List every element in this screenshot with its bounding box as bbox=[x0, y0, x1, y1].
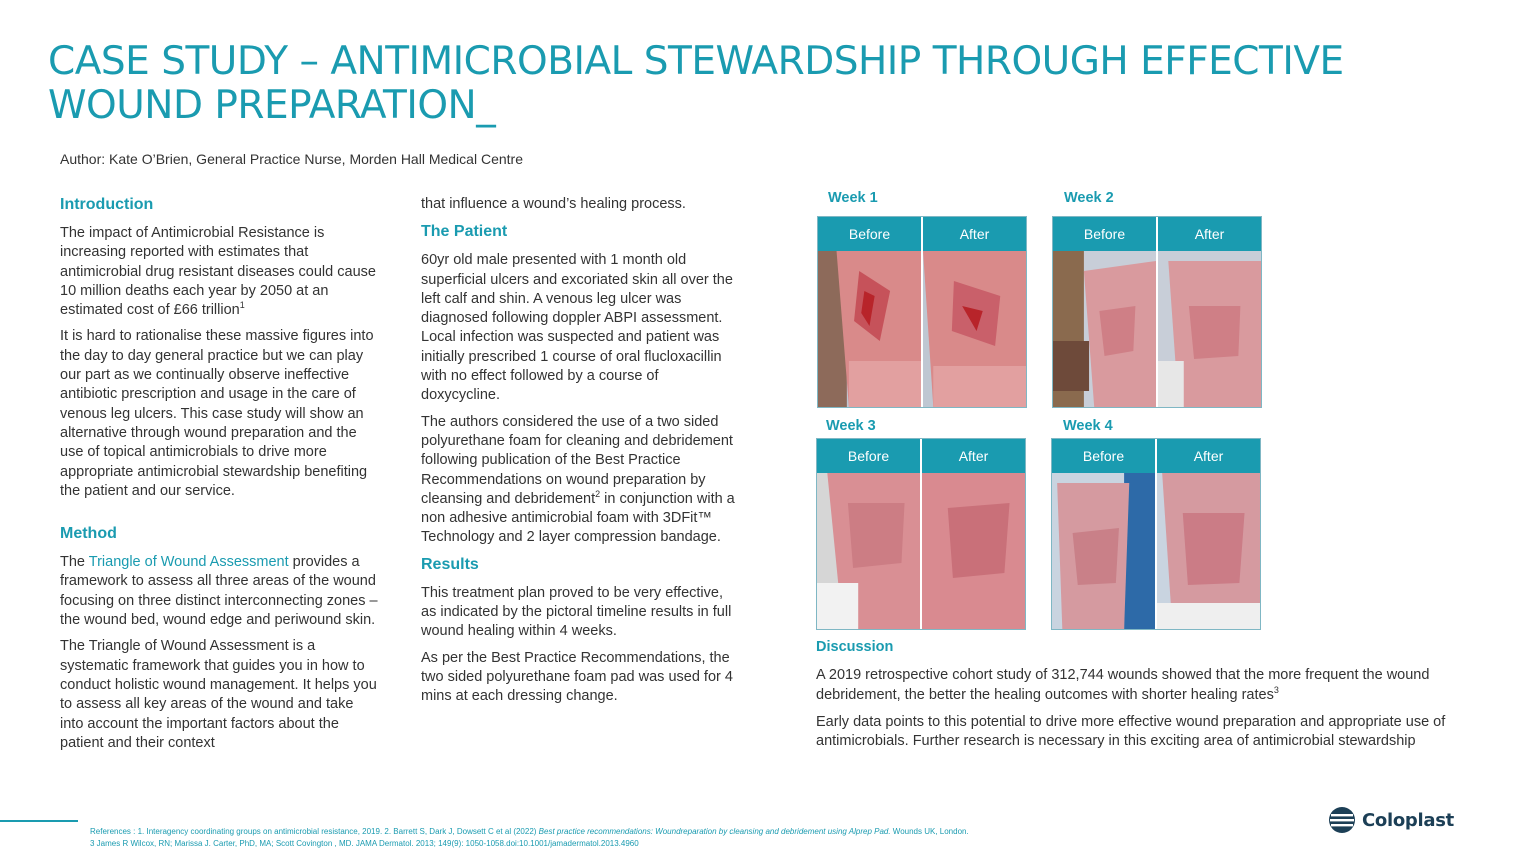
patient-paragraph-1: 60yr old male presented with 1 month old superficial ulcers and excoriated skin all over the left calf and shin. A venous leg ulcer was diagnosed following doppler ABPI assessment. Local infection was suspected and patient was initially prescribed 1 course of oral flucloxacillin with no effect followed by a course of doxycycline. bbox=[421, 252, 733, 404]
discussion-heading: Discussion bbox=[816, 639, 894, 655]
patient-paragraph-2 bbox=[421, 413, 741, 548]
patient-text-2b: in conjunction with a non adhesive antimicrobial foam with 3DFit™ Technology and 2 layer compression bandage. bbox=[421, 490, 735, 546]
week-4-after-photo bbox=[1155, 473, 1260, 629]
method-paragraph-1 bbox=[60, 553, 380, 630]
reference-marker-2: 2 bbox=[595, 489, 601, 500]
references bbox=[90, 826, 1210, 850]
patient-heading: The Patient bbox=[421, 223, 508, 241]
week-2-photos bbox=[1052, 216, 1262, 408]
week-2-before-photo bbox=[1053, 251, 1156, 407]
references-text-1b: Wounds UK, London. bbox=[890, 827, 969, 836]
method-continuation: that influence a wound’s healing process. bbox=[421, 196, 686, 212]
references-text-italic: Best practice recommendations: Woundreparation by cleansing and debridement using Alprep Pad. bbox=[538, 827, 891, 836]
triangle-assessment-link[interactable]: Triangle of Wound Assessment bbox=[88, 554, 289, 571]
method-heading: Method bbox=[60, 525, 117, 543]
week-3-photos bbox=[816, 438, 1026, 630]
coloplast-logo-icon bbox=[1328, 806, 1356, 834]
week-3-after-photo bbox=[920, 473, 1025, 629]
week-1-after-label: After bbox=[921, 217, 1026, 251]
week-4-before-photo bbox=[1052, 473, 1155, 629]
references-line-1 bbox=[90, 826, 1210, 838]
method-paragraph-2 bbox=[60, 637, 380, 753]
introduction-heading: Introduction bbox=[60, 196, 154, 213]
discussion-section bbox=[816, 638, 1466, 759]
week-3-before-photo bbox=[817, 473, 920, 629]
references-line-2: 3 James R Wilcox, RN; Marissa J. Carter, PhD, MA; Scott Covington , MD. JAMA Dermatol. 2013; 149(9): 1050-1058.doi:10.1001/jamadermatol.2013.4960 bbox=[90, 839, 639, 848]
title-line-2: WOUND PREPARATION_ bbox=[48, 83, 496, 128]
introduction-paragraph-2: It is hard to rationalise these massive figures into the day to day general practice but we can play our part as we continually observe ineffective antibiotic prescription and usage in the care of venous leg ulcers. This case study will show an alternative through wound preparation and the use of topical antimicrobials to drive more appropriate antimicrobial stewardship benefiting the patient and our service. bbox=[60, 328, 374, 499]
logo-text: Coloplast bbox=[1362, 809, 1454, 831]
method-text-post: provides a framework to assess all three areas of the wound focusing on three distinct interconnecting zones – the wound bed, wound edge and periwound skin. bbox=[60, 554, 378, 629]
results-paragraph-2: As per the Best Practice Recommendations, the two sided polyurethane foam pad was used for 4 mins at each dressing change. bbox=[421, 649, 733, 705]
introduction-paragraph-1 bbox=[60, 224, 380, 320]
method-text-pre: The bbox=[60, 554, 89, 571]
discussion-paragraph-2: Early data points to this potential to drive more effective wound preparation and appropriate use of antimicrobials. Further research is necessary in this exciting area of antimicrobial stewardship bbox=[816, 713, 1446, 750]
week-3-label: Week 3 bbox=[826, 418, 876, 434]
references-divider bbox=[0, 820, 78, 822]
references-text-1a: References : 1. Interagency coordinating groups on antimicrobial resistance, 2019. 2. Barrett S, Dark J, Dowsett C et al (2022) bbox=[90, 827, 539, 836]
results-heading: Results bbox=[421, 555, 479, 573]
week-4-before-label: Before bbox=[1052, 439, 1155, 473]
column-left bbox=[60, 195, 380, 760]
patient-text-2a: The authors considered the use of a two sided polyurethane foam for cleaning and debridement following publication of the Best Practice Recommendations on wound preparation by cleansing and debridement bbox=[421, 413, 733, 507]
week-3-after-label: After bbox=[920, 439, 1025, 473]
week-4-photos bbox=[1051, 438, 1261, 630]
week-2-label: Week 2 bbox=[1064, 190, 1114, 206]
introduction-text-1: The impact of Antimicrobial Resistance is increasing reported with estimates that antimicrobial drug resistant diseases could cause 10 million deaths each year by 2050 at an estimated cost of £66 trillion bbox=[60, 225, 376, 319]
column-middle bbox=[421, 195, 741, 714]
week-4-label: Week 4 bbox=[1063, 418, 1113, 434]
results-paragraph-1: This treatment plan proved to be very effective, as indicated by the pictoral timeline results in full wound healing within 4 weeks. bbox=[421, 584, 732, 640]
method-text-3: It helps you to assess all key areas of the wound and take into account the important factors about the patient and their context bbox=[60, 676, 377, 751]
author-line: Author: Kate O’Brien, General Practice Nurse, Morden Hall Medical Centre bbox=[60, 151, 523, 167]
week-1-before-label: Before bbox=[818, 217, 921, 251]
reference-marker-1: 1 bbox=[239, 300, 245, 311]
method-text-2: The Triangle of Wound Assessment is a systematic framework that guides you in how to conduct holistic wound management. bbox=[60, 638, 365, 693]
week-4-after-label: After bbox=[1155, 439, 1260, 473]
discussion-paragraph-1 bbox=[816, 666, 1466, 705]
week-3-before-label: Before bbox=[817, 439, 920, 473]
week-1-before-photo bbox=[818, 251, 921, 407]
week-2-before-label: Before bbox=[1053, 217, 1156, 251]
reference-marker-3: 3 bbox=[1273, 684, 1279, 695]
week-2-after-photo bbox=[1156, 251, 1261, 407]
poster-title bbox=[48, 40, 1488, 128]
week-1-label: Week 1 bbox=[828, 190, 878, 206]
discussion-text-1: A 2019 retrospective cohort study of 312,744 wounds showed that the more frequent the wound debridement, the better the healing outcomes with shorter healing rates bbox=[816, 667, 1430, 703]
coloplast-logo bbox=[1328, 806, 1454, 834]
week-2-after-label: After bbox=[1156, 217, 1261, 251]
week-1-after-photo bbox=[921, 251, 1026, 407]
week-1-photos bbox=[817, 216, 1027, 408]
title-line-1: CASE STUDY – ANTIMICROBIAL STEWARDSHIP THROUGH EFFECTIVE bbox=[48, 39, 1344, 84]
